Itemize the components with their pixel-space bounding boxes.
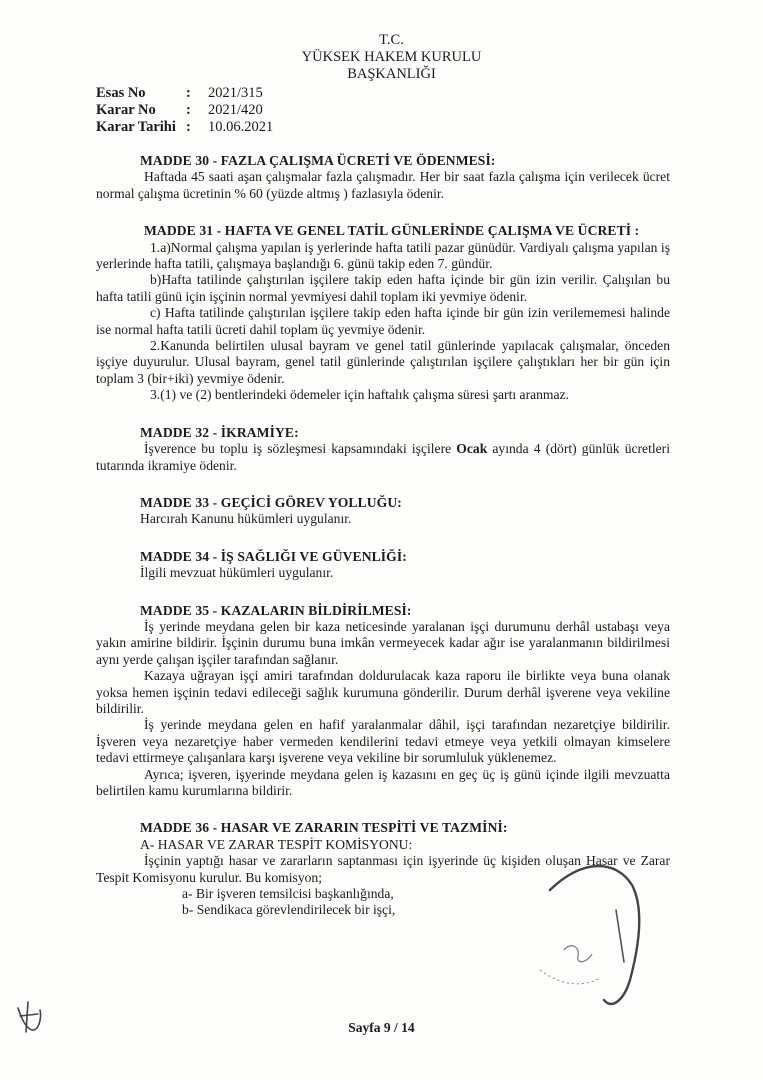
article-35-paragraph-1: İş yerinde meydana gelen bir kaza neticesinde yaralanan işçi durumunu derhâl ustabaşı veya yakın amirine bildirir. İşçinin durumu buna imkân vermeyecek kadar ağır ise yaralanmanın bildirilmesi aynı yerde çalışan işçiler tarafından sağlanır. [96, 618, 670, 667]
article-32-text-a: İşverence bu toplu iş sözleşmesi kapsamındaki işçilere [144, 441, 457, 457]
case-info-row [96, 85, 273, 102]
case-info-row [96, 102, 273, 119]
case-info [96, 85, 273, 136]
article-36-subtitle: A- HASAR VE ZARAR TESPİT KOMİSYONU: [140, 836, 413, 852]
decision-no-label: Karar No [96, 102, 156, 118]
separator-colon: : [186, 119, 191, 135]
page-number-text: Sayfa 9 / 14 [348, 1020, 415, 1035]
article-35-title: MADDE 35 - KAZALARIN BİLDİRİLMESİ: [140, 602, 412, 618]
handwritten-signature [520, 850, 660, 1020]
decision-no-value: 2021/420 [208, 102, 263, 118]
header-department: BAŞKANLIĞI [347, 66, 436, 82]
document-body [96, 153, 670, 919]
article-33-paragraph: Harcırah Kanunu hükümleri uygulanır. [140, 511, 352, 527]
document-header [0, 32, 763, 83]
separator-colon: : [186, 85, 191, 101]
article-31-paragraph-2: b)Hafta tatilinde çalıştırılan işçilere takip eden hafta içinde bir gün izin verilir. Çalışılan bu hafta tatili günü için işçinin normal yevmiyesi dahil toplam iki yevmiye ödenir. [96, 272, 670, 304]
page-number [0, 1020, 763, 1036]
case-info-row [96, 119, 273, 136]
article-30-paragraph: Haftada 45 saati aşan çalışmalar fazla çalışmadır. Her bir saat fazla çalışma için verilecek ücret normal çalışma ücretinin % 60 (yüzde altmış ) fazlasıyla ödenir. [96, 169, 670, 201]
article-32-title: MADDE 32 - İKRAMİYE: [140, 424, 299, 440]
case-no-label: Esas No [96, 85, 146, 101]
article-32-month: Ocak [456, 441, 488, 457]
header-institution: YÜKSEK HAKEM KURULU [301, 49, 482, 65]
article-32-paragraph [96, 441, 670, 474]
article-36-item-b: b- Sendikaca görevlendirilecek bir işçi, [182, 902, 396, 918]
article-34-title: MADDE 34 - İŞ SAĞLIĞI VE GÜVENLİĞİ: [140, 548, 407, 564]
separator-colon: : [186, 102, 191, 118]
article-36-item-a: a- Bir işveren temsilcisi başkanlığında, [182, 886, 394, 902]
header-country: T.C. [379, 32, 404, 48]
article-33-title: MADDE 33 - GEÇİCİ GÖREV YOLLUĞU: [140, 494, 402, 510]
article-32-text-b: ayında 4 (dört) günlük ücretleri tutarında ikramiye ödenir. [96, 441, 670, 473]
article-35-paragraph-2: Kazaya uğrayan işçi amiri tarafından doldurulacak kaza raporu ile birlikte veya buna olanak yoksa hemen işçinin tedavi edileceği sağlık kurumuna gönderilir. Durum derhâl işverene veya vekiline bildirilir. [96, 668, 670, 716]
decision-date-value: 10.06.2021 [208, 119, 274, 135]
case-no-value: 2021/315 [208, 85, 263, 101]
article-30-title: MADDE 30 - FAZLA ÇALIŞMA ÜCRETİ VE ÖDENMESİ: [140, 153, 496, 168]
article-31-title: MADDE 31 - HAFTA VE GENEL TATİL GÜNLERİNDE ÇALIŞMA VE ÜCRETİ : [144, 223, 640, 239]
article-34-paragraph: İlgili mevzuat hükümleri uygulanır. [140, 565, 334, 581]
article-31-paragraph-1: 1.a)Normal çalışma yapılan iş yerlerinde hafta tatili pazar günüdür. Vardiyalı çalışma yapılan iş yerlerinde hafta tatili, çalışmaya başlandığı 6. günü takip eden 7. gündür. [96, 239, 670, 272]
article-35-paragraph-3: İş yerinde meydana gelen en hafif yaralanmalar dâhil, işçi tarafından nezaretçiye bildirilir. İşveren veya nezaretçiye haber vermeden kendilerini tedavi etmeye veya yetkili olmayan kimselere tedavi ettirmeye çalışanlara karşı işverene veya vekiline bir sorumluluk yüklenemez. [96, 717, 670, 766]
article-31-paragraph-3: c) Hafta tatilinde çalıştırılan işçilere takip eden hafta içinde bir gün izin verilememesi halinde ise normal hafta tatili ücreti dahil toplam üç yevmiye ödenir. [96, 305, 670, 337]
decision-date-label: Karar Tarihi [96, 119, 176, 135]
article-36-title: MADDE 36 - HASAR VE ZARARIN TESPİTİ VE TAZMİNİ: [140, 820, 508, 836]
article-35-paragraph-4: Ayrıca; işveren, işyerinde meydana gelen iş kazasını en geç üç iş günü içinde ilgili mevzuatta belirtilen kamu kurumlarına bildirir. [96, 766, 670, 798]
article-31-paragraph-4: 2.Kanunda belirtilen ulusal bayram ve genel tatil günlerinde yapılacak çalışmalar, önceden işçiye duyurulur. Ulusal bayram, genel tatil günlerinde çalıştırılan işçilere çalıştıkları her bir gün için toplam 3 (bir+iki) yevmiye ödenir. [96, 338, 670, 386]
article-36-paragraph: İşçinin yaptığı hasar ve zararların saptanması için işyerinde üç kişiden oluşan Hasar ve Zarar Tespit Komisyonu kurulur. Bu komisyon; [96, 853, 670, 885]
article-31-paragraph-5: 3.(1) ve (2) bentlerindeki ödemeler için haftalık çalışma süresi şartı aranmaz. [150, 387, 569, 403]
